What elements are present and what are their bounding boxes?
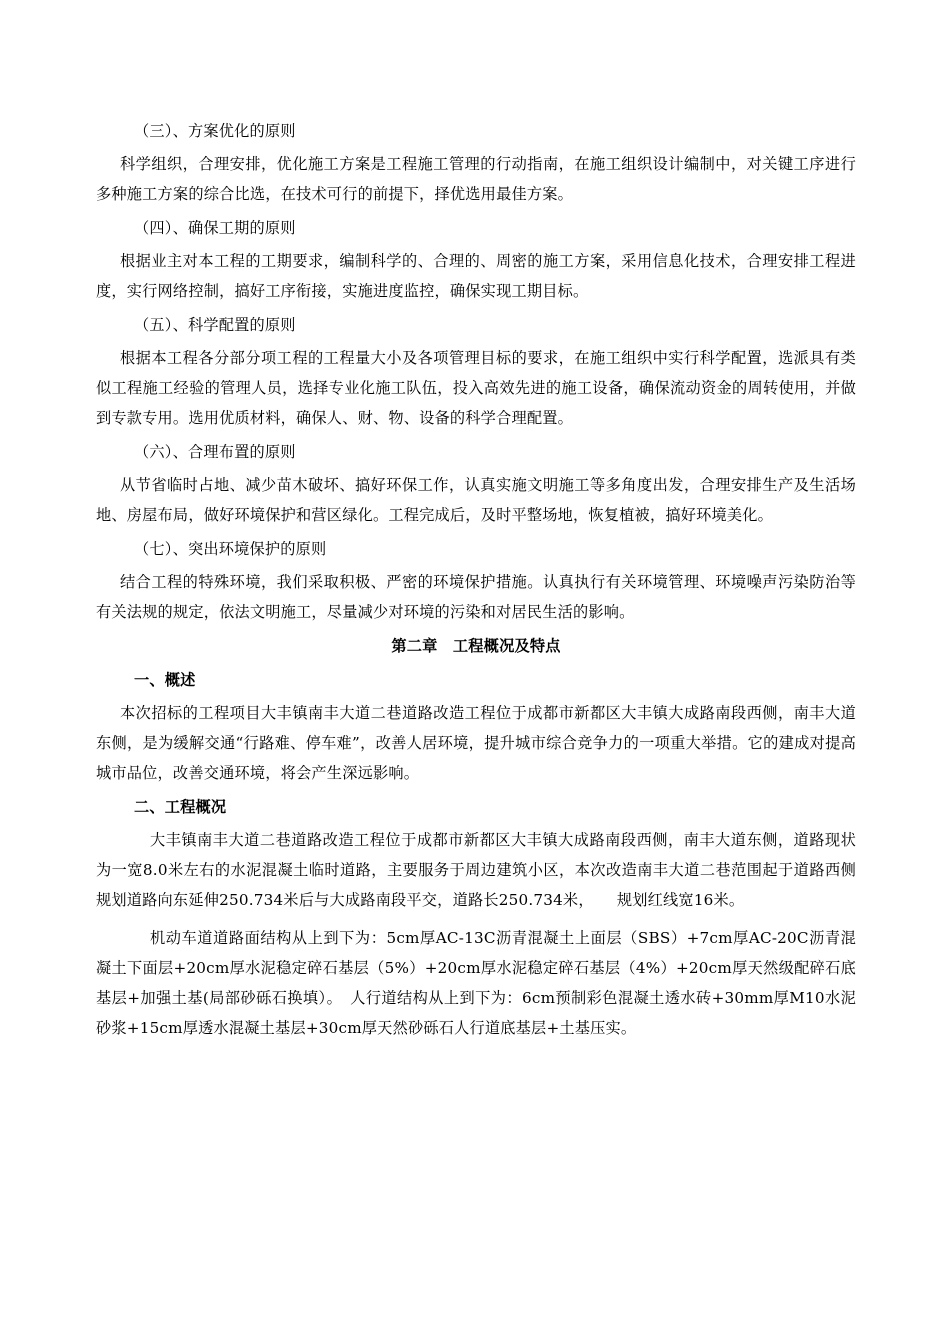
paragraph-pavement-structure: 机动车道道路面结构从上到下为：5cm厚AC-13C沥青混凝土上面层（SBS）+7cm厚AC-20C沥青混凝土下面层+20cm厚水泥稳定碎石基层（5%）+20cm厚水泥稳定碎石基层（4%）+20cm厚天然级配碎石底基层+加强土基(局部砂砾石换填）。 人行道结构从上到下为：6cm预制彩色混凝土透水砖+30mm厚M10水泥砂浆+15cm厚透水混凝土基层+30cm厚天然砂砾石人行道底基层+土基压实。: [96, 929, 856, 1037]
paragraph-environment: 结合工程的特殊环境，我们采取积极、严密的环境保护措施。认真执行有关环境管理、环境噪声污染防治等有关法规的规定，依法文明施工，尽量减少对环境的污染和对居民生活的影响。: [96, 573, 856, 621]
paragraph-schedule: 根据业主对本工程的工期要求，编制科学的、合理的、周密的施工方案，采用信息化技术，合理安排工程进度，实行网络控制，搞好工序衔接，实施进度监控，确保实现工期目标。: [96, 252, 856, 300]
paragraph-project: 大丰镇南丰大道二巷道路改造工程位于成都市新都区大丰镇大成路南段西侧，南丰大道东侧，道路现状为一宽8.0米左右的水泥混凝土临时道路，主要服务于周边建筑小区，本次改造南丰大道二巷范围起于道路西侧规划道路向东延伸250.734米后与大成路南段平交，道路长250.734米， 规划红线宽16米。: [96, 831, 856, 909]
paragraph-layout: 从节省临时占地、减少苗木破坏、搞好环保工作，认真实施文明施工等多角度出发，合理安排生产及生活场地、房屋布局，做好环境保护和营区绿化。工程完成后，及时平整场地，恢复植被，搞好环境美化。: [96, 476, 856, 524]
paragraph-overview: 本次招标的工程项目大丰镇南丰大道二巷道路改造工程位于成都市新都区大丰镇大成路南段西侧，南丰大道东侧，是为缓解交通“行路难、停车难”，改善人居环境，提升城市综合竞争力的一项重大举措。它的建成对提高城市品位，改善交通环境，将会产生深远影响。: [96, 704, 856, 782]
section-heading-project: 二、工程概况: [134, 798, 227, 816]
paragraph-optimization: 科学组织，合理安排，优化施工方案是工程施工管理的行动指南，在施工组织设计编制中，对关键工序进行多种施工方案的综合比选，在技术可行的前提下，择优选用最佳方案。: [96, 155, 856, 203]
section-heading-overview: 一、概述: [134, 671, 196, 689]
subheading-6: （六）、合理布置的原则: [134, 443, 296, 461]
subheading-7: （七）、突出环境保护的原则: [134, 540, 327, 558]
document-body: [96, 116, 856, 1047]
subheading-3: （三）、方案优化的原则: [134, 122, 296, 140]
chapter-title: 第二章 工程概况及特点: [391, 637, 561, 655]
subheading-4: （四）、确保工期的原则: [134, 219, 296, 237]
paragraph-configuration: 根据本工程各分部分项工程的工程量大小及各项管理目标的要求，在施工组织中实行科学配置，选派具有类似工程施工经验的管理人员，选择专业化施工队伍，投入高效先进的施工设备，确保流动资金的周转使用，并做到专款专用。选用优质材料，确保人、财、物、设备的科学合理配置。: [96, 349, 856, 427]
subheading-5: （五）、科学配置的原则: [134, 316, 296, 334]
